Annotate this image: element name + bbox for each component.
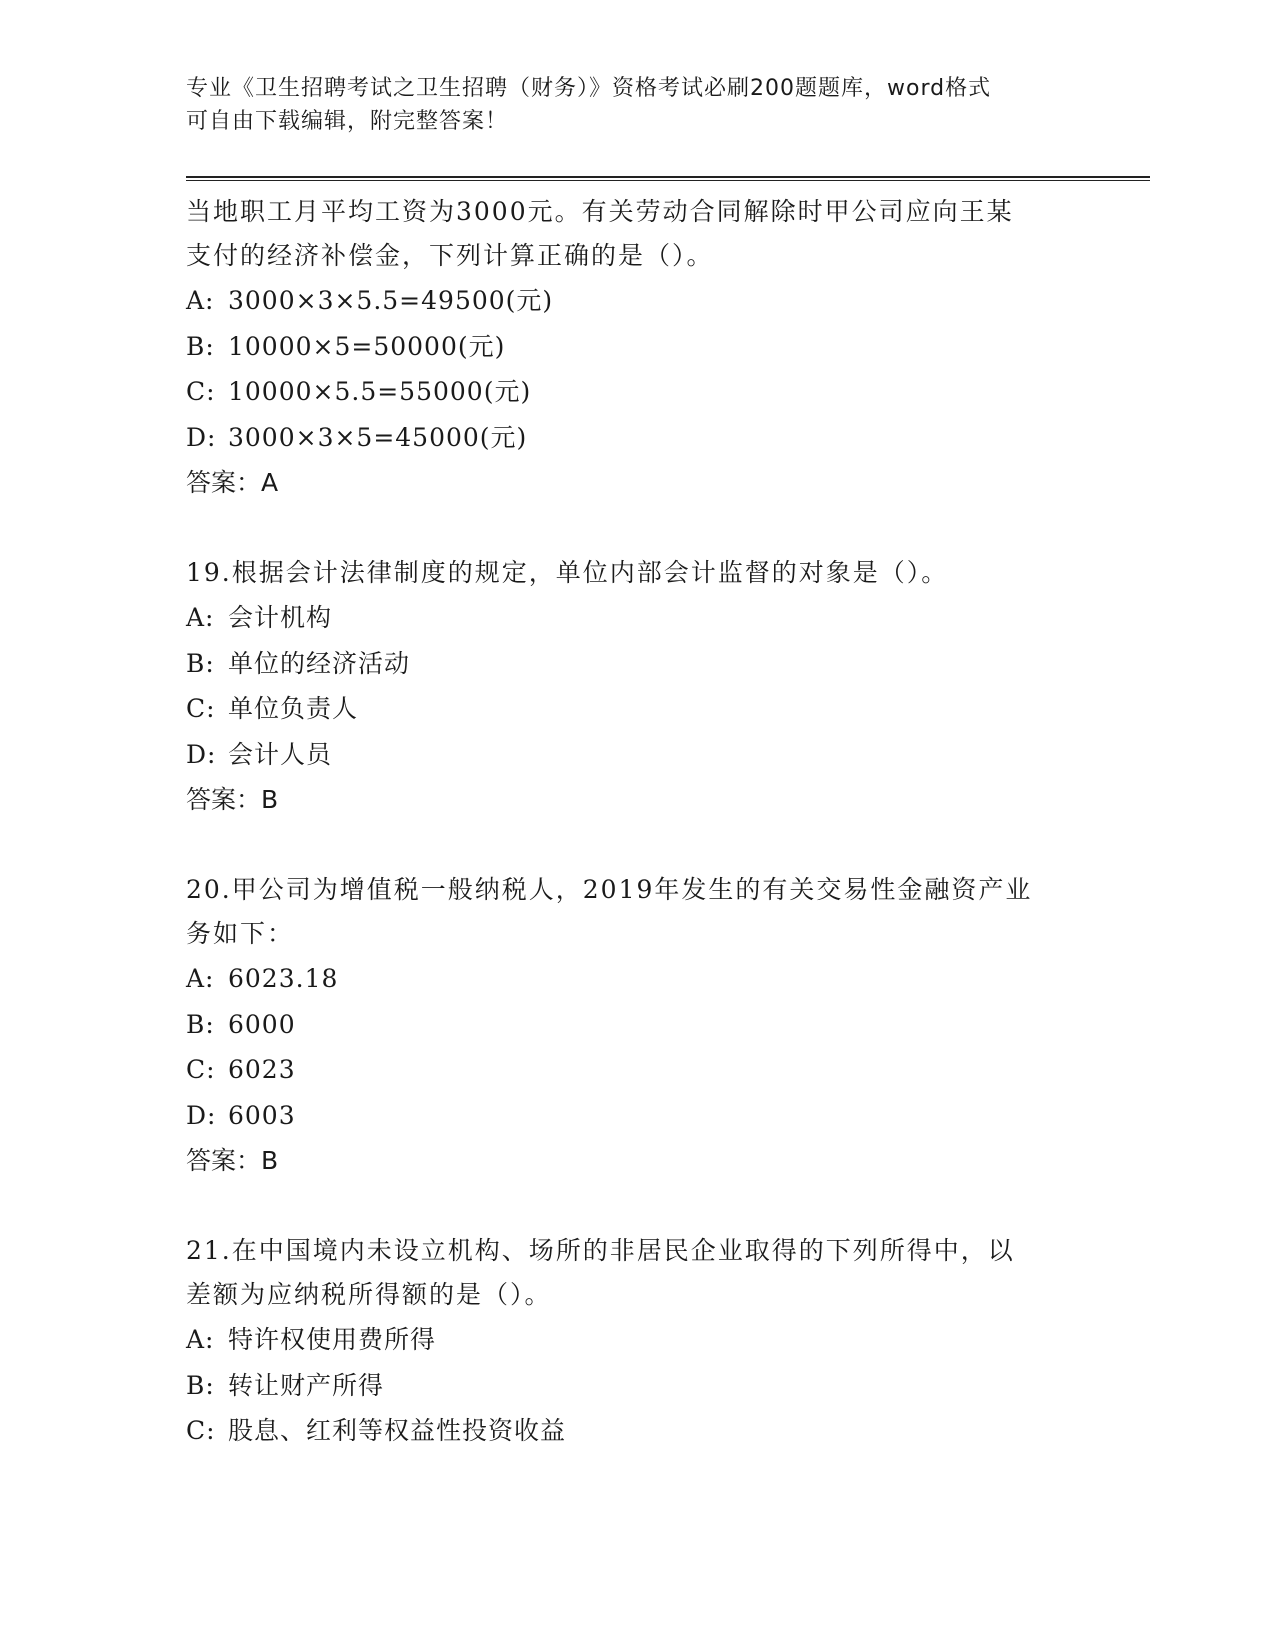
question-21 bbox=[186, 1229, 1086, 1454]
option-text: 单位负责人 bbox=[228, 694, 359, 723]
option-b bbox=[186, 1363, 1086, 1409]
option-a bbox=[186, 1317, 1086, 1363]
option-label: B: bbox=[186, 1009, 215, 1039]
option-c bbox=[186, 369, 1086, 415]
option-label: D: bbox=[186, 422, 217, 452]
answer-line: 答案：B bbox=[186, 1146, 279, 1175]
option-a bbox=[186, 278, 1086, 324]
option-d bbox=[186, 415, 1086, 461]
option-text: 3000×3×5.5=49500(元) bbox=[228, 286, 554, 315]
option-text: 6000 bbox=[228, 1009, 296, 1039]
option-text: 10000×5=50000(元) bbox=[228, 331, 506, 361]
question-spacer bbox=[186, 1183, 1086, 1229]
option-label: D: bbox=[186, 739, 217, 769]
question-spacer bbox=[186, 822, 1086, 868]
option-b bbox=[186, 324, 1086, 370]
header-line-2: 可自由下载编辑，附完整答案！ bbox=[186, 109, 509, 134]
question-text-line: 务如下： bbox=[186, 919, 295, 948]
option-text: 转让财产所得 bbox=[228, 1370, 385, 1400]
option-c bbox=[186, 686, 1086, 732]
option-label: C: bbox=[186, 694, 216, 723]
option-label: B: bbox=[186, 1370, 215, 1400]
option-a bbox=[186, 956, 1086, 1002]
question-spacer bbox=[186, 505, 1086, 551]
option-label: C: bbox=[186, 377, 216, 406]
option-d bbox=[186, 732, 1086, 778]
option-d bbox=[186, 1093, 1086, 1139]
option-b bbox=[186, 641, 1086, 687]
option-c bbox=[186, 1408, 1086, 1454]
question-text-line: 20.甲公司为增值税一般纳税人，2019年发生的有关交易性金融资产业 bbox=[186, 875, 1033, 904]
option-label: A: bbox=[186, 286, 215, 315]
option-label: A: bbox=[186, 964, 215, 993]
answer-line: 答案：A bbox=[186, 468, 279, 497]
question-list bbox=[186, 190, 1086, 1454]
answer-line: 答案：B bbox=[186, 785, 279, 814]
option-text: 10000×5.5=55000(元) bbox=[228, 377, 532, 406]
option-text: 会计人员 bbox=[228, 739, 333, 769]
question-text-line: 差额为应纳税所得额的是（）。 bbox=[186, 1280, 552, 1309]
option-text: 会计机构 bbox=[228, 603, 333, 632]
option-label: B: bbox=[186, 331, 215, 361]
question-text-line: 支付的经济补偿金，下列计算正确的是（）。 bbox=[186, 241, 714, 270]
header-divider bbox=[186, 176, 1150, 181]
option-text: 6003 bbox=[228, 1100, 296, 1130]
option-text: 单位的经济活动 bbox=[228, 648, 411, 678]
question-text-line: 19.根据会计法律制度的规定，单位内部会计监督的对象是（）。 bbox=[186, 558, 949, 587]
question-18 bbox=[186, 190, 1086, 505]
document-header bbox=[186, 72, 1086, 138]
option-label: C: bbox=[186, 1416, 216, 1445]
question-19 bbox=[186, 551, 1086, 822]
option-label: A: bbox=[186, 603, 215, 632]
option-c bbox=[186, 1047, 1086, 1093]
option-label: B: bbox=[186, 648, 215, 678]
option-text: 3000×3×5=45000(元) bbox=[228, 422, 528, 452]
option-label: C: bbox=[186, 1055, 216, 1084]
option-text: 6023 bbox=[228, 1055, 296, 1084]
option-b bbox=[186, 1002, 1086, 1048]
option-text: 股息、红利等权益性投资收益 bbox=[228, 1416, 567, 1445]
option-label: D: bbox=[186, 1100, 217, 1130]
option-text: 6023.18 bbox=[228, 964, 339, 993]
header-line-1: 专业《卫生招聘考试之卫生招聘（财务）》资格考试必刷200题题库，word格式 bbox=[186, 76, 992, 101]
option-a bbox=[186, 595, 1086, 641]
option-label: A: bbox=[186, 1325, 215, 1354]
question-20 bbox=[186, 868, 1086, 1183]
question-text-line: 当地职工月平均工资为3000元。有关劳动合同解除时甲公司应向王某 bbox=[186, 197, 1014, 226]
option-text: 特许权使用费所得 bbox=[228, 1325, 437, 1354]
question-text-line: 21.在中国境内未设立机构、场所的非居民企业取得的下列所得中，以 bbox=[186, 1236, 1015, 1265]
